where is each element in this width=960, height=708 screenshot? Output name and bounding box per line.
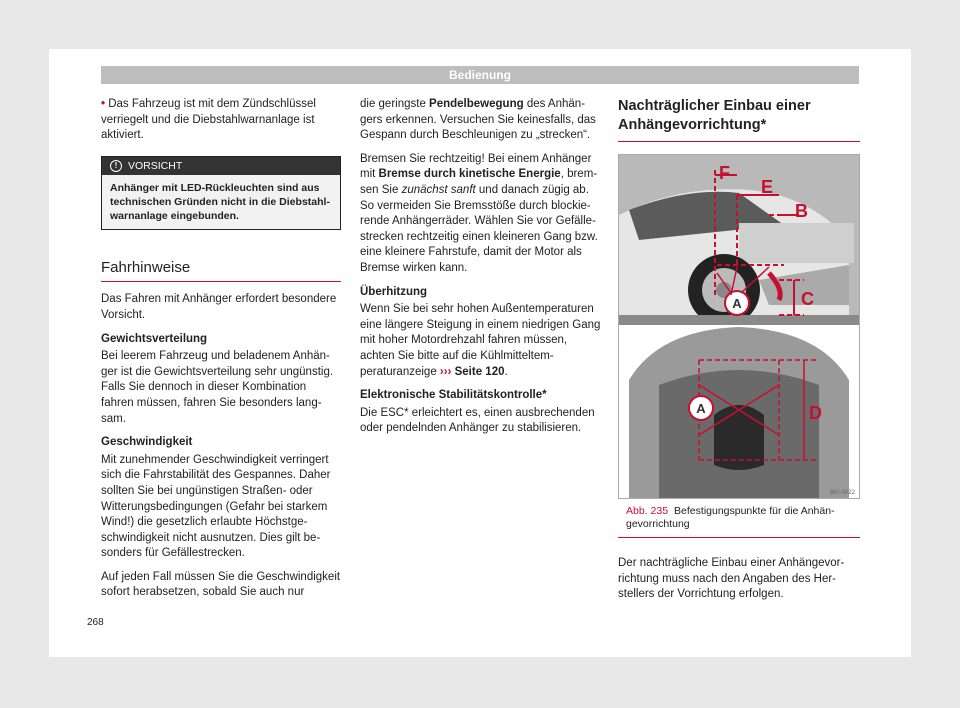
label-f: F	[719, 163, 730, 183]
caution-header	[102, 157, 340, 175]
subheading-overheat: Überhitzung	[360, 285, 428, 298]
label-a-bottom: A	[696, 401, 706, 416]
section-title: Fahrhinweise	[101, 260, 341, 283]
warning-icon: !	[110, 160, 122, 172]
column-middle	[360, 97, 603, 445]
label-c: C	[801, 289, 814, 309]
label-a-top: A	[732, 296, 742, 311]
subheading-esc: Elektronische Stabilitätskontrolle*	[360, 389, 547, 402]
paragraph-esc: Die ESC* erleichtert es, einen ausbrechenden oder pendelnden Anhänger zu stabilisieren.	[360, 406, 595, 435]
subheading-speed: Geschwindigkeit	[101, 436, 193, 449]
label-d: D	[809, 403, 822, 423]
link-arrow-icon: ›››	[439, 365, 452, 378]
bullet-paragraph: • Das Fahrzeug ist mit dem Zündschlüssel verriegelt und die Diebstahlwarnanlage ist aktiviert.	[101, 98, 316, 142]
caption-text: Befestigungspunkte für die Anhängevorrichtung	[626, 505, 835, 530]
figure-code: BKI-0022	[829, 490, 855, 496]
section-title-retrofit: Nachträglicher Einbau einer Anhängevorrichtung*	[618, 97, 860, 142]
paragraph-speed: Mit zunehmender Geschwindigkeit verringert sich die Fahrstabilität des Gespannes. Daher sollten Sie bei ungünstigen Straßen- oder Witterungsbedingungen (Gefahr bei starkem Wind!) die gesetzlich erlaubte Höchstgeschwindigkeit nicht ausnutzen. Dies gilt besonders für Gefällestrecken.	[101, 453, 331, 560]
figure-caption	[618, 499, 860, 538]
paragraph-overheat: Wenn Sie bei sehr hohen Außentemperaturen eine längere Steigung in einem niedrigen Gang mit hoher Motordrehzahl fahren müssen, achten Sie bitte auf die Kühlmitteltemperaturanzeige ››› Seite 120.	[360, 303, 601, 378]
intro-paragraph: Das Fahren mit Anhänger erfordert besondere Vorsicht.	[101, 293, 337, 321]
bullet-icon: •	[101, 98, 106, 110]
caption-number: Abb. 235	[626, 505, 669, 517]
figure-towbar-points	[618, 154, 860, 499]
header-bar: Bedienung	[101, 66, 859, 84]
paragraph-weight: Bei leerem Fahrzeug und beladenem Anhänger ist die Gewichtsverteilung sehr ungünstig. Falls Sie dennoch in dieser Kombination fahren müssen, fahren Sie besonders langsam.	[101, 350, 334, 425]
caution-title: VORSICHT	[128, 159, 183, 172]
page-link[interactable]: Seite 120	[451, 365, 505, 378]
paragraph-sway: die geringste Pendelbewegung des Anhängers erkennen. Versuchen Sie keinesfalls, das Gespann durch Beschleunigen zu „strecken“.	[360, 98, 596, 142]
label-b: B	[795, 201, 808, 221]
page-number: 268	[87, 617, 104, 628]
paragraph-reduce-speed: Auf jeden Fall müssen Sie die Geschwindigkeit sofort herabsetzen, sobald Sie auch nur	[101, 570, 341, 599]
page	[49, 49, 911, 657]
column-left	[101, 97, 341, 609]
subheading-weight: Gewichtsverteilung	[101, 332, 208, 345]
paragraph-brake: Bremsen Sie rechtzeitig! Bei einem Anhänger mit Bremse durch kinetische Energie, bremsen Sie zunächst sanft und danach zügig ab. So vermeiden Sie Bremsstöße durch blockierende Anhängerräder. Wählen Sie vor Gefällestrecken rechtzeitig einen kleineren Gang bzw. eine kleinere Fahrstufe, damit der Motor als Bremse wirken kann.	[360, 152, 598, 274]
paragraph-retrofit: Der nachträgliche Einbau einer Anhängevorrichtung muss nach den Angaben des Herstellers der Vorrichtung erfolgen.	[618, 557, 845, 601]
column-right	[618, 97, 860, 611]
caution-box	[101, 156, 341, 230]
caution-text: Anhänger mit LED-Rückleuchten sind aus technischen Gründen nicht in die Diebstahlwarnanlage eingebunden.	[102, 175, 340, 229]
car-diagram	[619, 155, 859, 498]
label-e: E	[761, 177, 774, 197]
